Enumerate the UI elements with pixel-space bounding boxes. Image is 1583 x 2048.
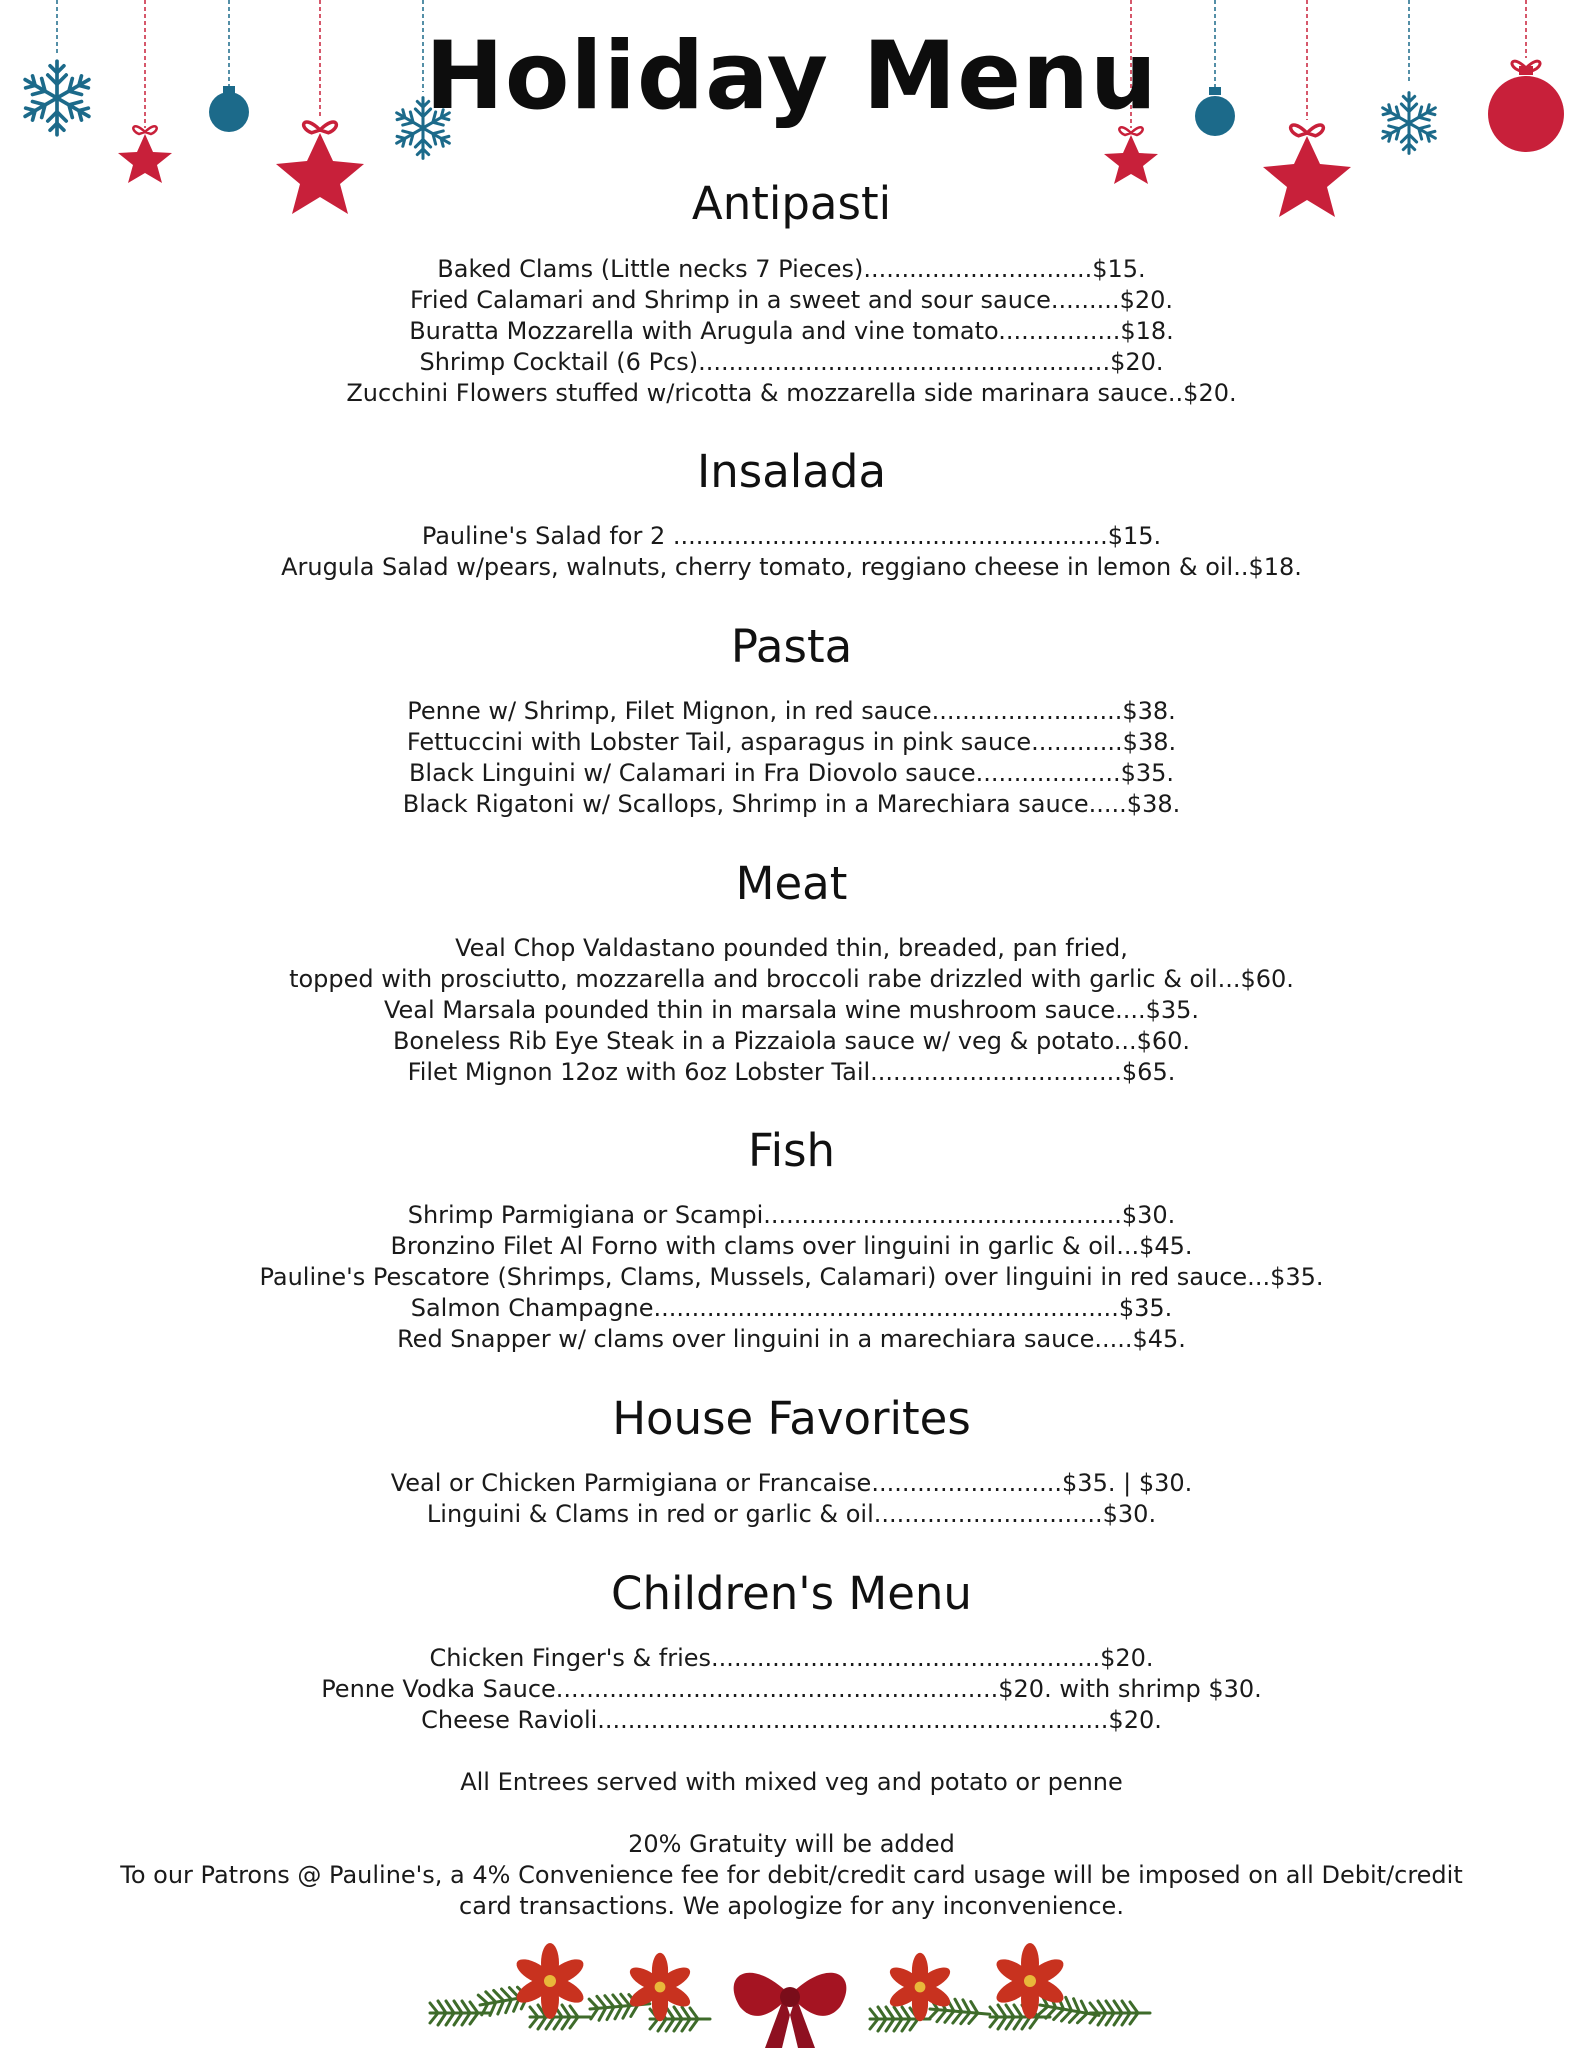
section-heading-childrens-menu: Children's Menu [611, 1567, 972, 1620]
section-heading-pasta: Pasta [730, 620, 853, 673]
gratuity-note: 20% Gratuity will be added [628, 1830, 955, 1858]
menu-item: Veal Marsala pounded thin in marsala wine mushroom sauce....$35. [383, 996, 1200, 1024]
menu-item: Arugula Salad w/pears, walnuts, cherry tomato, reggiano cheese in lemon & oil..$18. [281, 553, 1302, 581]
menu-item: Salmon Champagne.............................................................$35. [410, 1294, 1173, 1322]
menu-item: Chicken Finger's & fries...................................................$20. [429, 1644, 1154, 1672]
menu-item: Penne w/ Shrimp, Filet Mignon, in red sauce.........................$38. [407, 697, 1176, 725]
entrees-note: All Entrees served with mixed veg and potato or penne [460, 1768, 1123, 1796]
ribbon-bow-icon [734, 1973, 847, 2048]
menu-item: Red Snapper w/ clams over linguini in a marechiara sauce.....$45. [397, 1325, 1186, 1353]
page-title: Holiday Menu [425, 22, 1158, 131]
convenience-fee-note: To our Patrons @ Pauline's, a 4% Convenience fee for debit/credit card usage will be imposed on all Debit/credit [120, 1861, 1463, 1889]
section-heading-house-favorites: House Favorites [612, 1392, 971, 1445]
menu-item: Veal or Chicken Parmigiana or Francaise.........................$35. | $30. [390, 1469, 1193, 1497]
menu-item: Fried Calamari and Shrimp in a sweet and sour sauce.........$20. [409, 286, 1174, 314]
menu-item: Bronzino Filet Al Forno with clams over linguini in garlic & oil...$45. [390, 1232, 1193, 1260]
section-heading-antipasti: Antipasti [691, 177, 892, 230]
convenience-fee-note-continued: card transactions. We apologize for any inconvenience. [459, 1892, 1124, 1920]
menu-item: Linguini & Clams in red or garlic & oil..............................$30. [426, 1500, 1157, 1528]
section-heading-fish: Fish [747, 1124, 836, 1177]
menu-item: Buratta Mozzarella with Arugula and vine tomato................$18. [409, 317, 1174, 345]
menu-item: Pauline's Pescatore (Shrimps, Clams, Mussels, Calamari) over linguini in red sauce...$35. [259, 1263, 1324, 1291]
menu-item: Pauline's Salad for 2 .........................................................$15. [421, 522, 1162, 550]
menu-item: Black Rigatoni w/ Scallops, Shrimp in a Marechiara sauce.....$38. [402, 790, 1181, 818]
menu-item: topped with prosciutto, mozzarella and broccoli rabe drizzled with garlic & oil...$60. [289, 965, 1294, 993]
menu-item: Boneless Rib Eye Steak in a Pizzaiola sauce w/ veg & potato...$60. [392, 1027, 1191, 1055]
menu-item: Shrimp Parmigiana or Scampi...............................................$30. [407, 1201, 1176, 1229]
menu-item: Fettuccini with Lobster Tail, asparagus in pink sauce............$38. [406, 728, 1177, 756]
menu-item: Cheese Ravioli...................................................................$20. [421, 1706, 1162, 1734]
menu-item: Filet Mignon 12oz with 6oz Lobster Tail.................................$65. [407, 1058, 1176, 1086]
menu-item: Baked Clams (Little necks 7 Pieces)..............................$15. [437, 255, 1146, 283]
menu-item: Penne Vodka Sauce..........................................................$20. with shrimp $30. [321, 1675, 1262, 1703]
menu-item: Black Linguini w/ Calamari in Fra Diovolo sauce...................$35. [408, 759, 1175, 787]
poinsettia-garland [420, 1935, 1160, 2048]
menu-item: Zucchini Flowers stuffed w/ricotta & mozzarella side marinara sauce..$20. [346, 379, 1237, 407]
menu-item: Shrimp Cocktail (6 Pcs)......................................................$20. [419, 348, 1164, 376]
section-heading-insalada: Insalada [696, 445, 887, 498]
section-heading-meat: Meat [735, 857, 848, 910]
menu-item: Veal Chop Valdastano pounded thin, breaded, pan fried, [455, 934, 1128, 962]
